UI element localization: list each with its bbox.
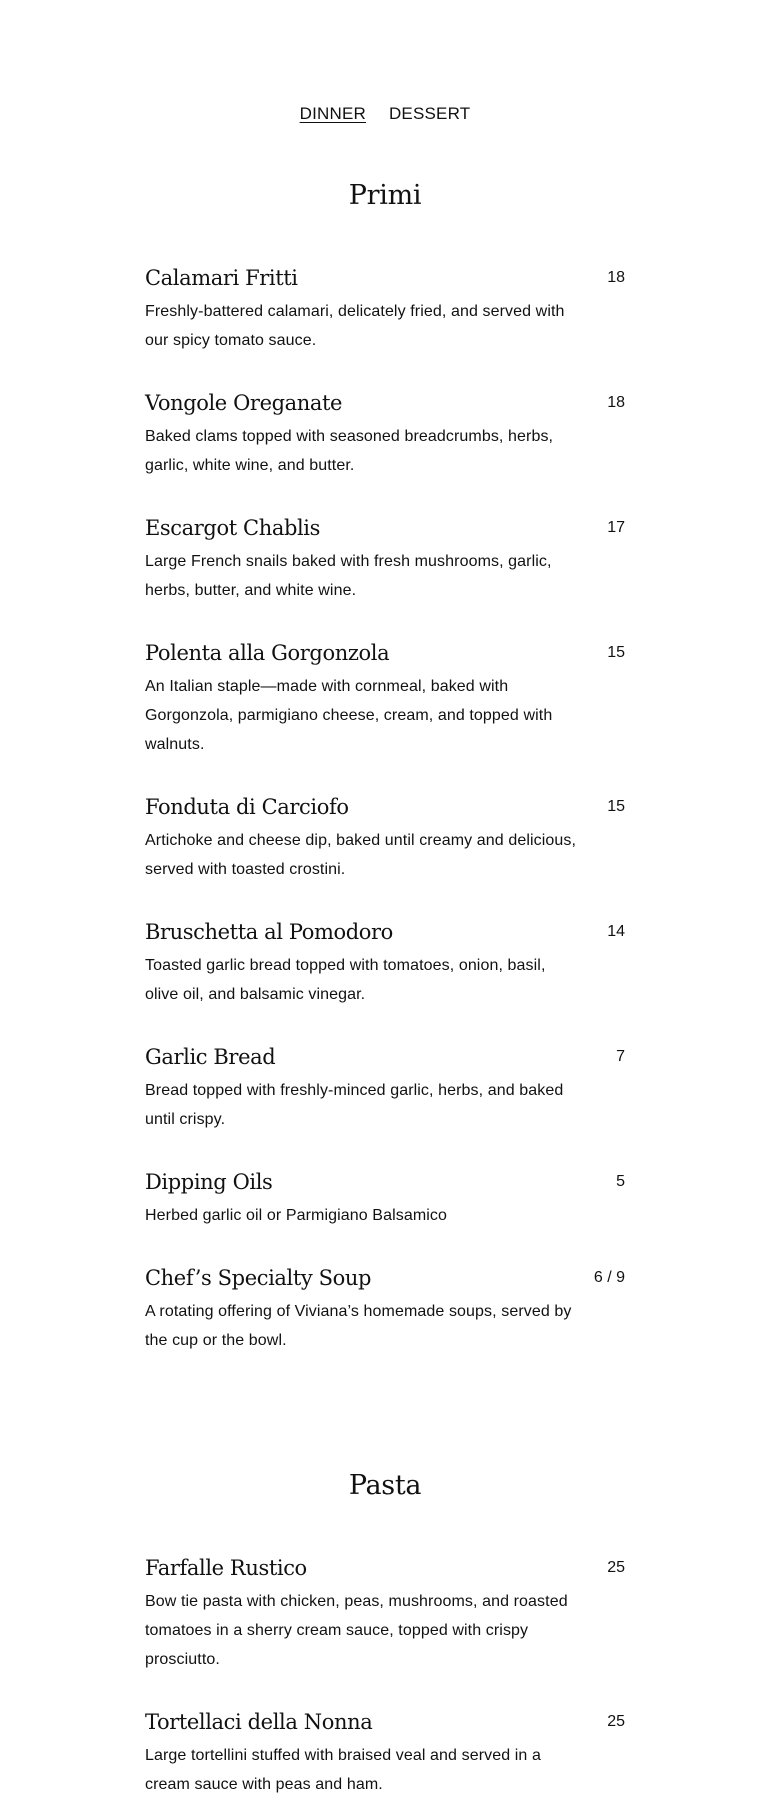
tab-dessert[interactable]: DESSERT: [388, 104, 471, 123]
item-price: 6 / 9: [593, 1269, 625, 1286]
item-price: 18: [607, 394, 625, 411]
item-price: 17: [607, 519, 625, 536]
item-description: Baked clams topped with seasoned breadcrumbs, herbs, garlic, white wine, and butter.: [145, 428, 554, 474]
menu-nav: [0, 104, 770, 124]
tab-dinner[interactable]: DINNER: [299, 104, 367, 123]
menu-item: [145, 917, 625, 1009]
item-name: Farfalle Rustico: [145, 1556, 307, 1580]
item-price: 5: [616, 1173, 625, 1190]
item-price: 25: [607, 1713, 625, 1730]
menu-item: [145, 513, 625, 605]
item-description: Herbed garlic oil or Parmigiano Balsamico: [145, 1207, 448, 1224]
item-price: 14: [607, 923, 625, 940]
item-name: Garlic Bread: [145, 1045, 276, 1069]
item-description: Toasted garlic bread topped with tomatoes, onion, basil, olive oil, and balsamic vinegar.: [145, 957, 546, 1003]
item-description: A rotating offering of Viviana’s homemade soups, served by the cup or the bowl.: [145, 1303, 572, 1349]
section-title-primi: Primi: [348, 180, 422, 211]
item-name: Chef’s Specialty Soup: [145, 1266, 372, 1290]
item-description: Large French snails baked with fresh mushrooms, garlic, herbs, butter, and white wine.: [145, 553, 552, 599]
menu-item: [145, 1263, 625, 1355]
menu-item: [145, 1707, 625, 1799]
menu-item: [145, 638, 625, 759]
section-title-pasta: Pasta: [348, 1470, 422, 1501]
menu-item: [145, 388, 625, 480]
item-description: Bow tie pasta with chicken, peas, mushrooms, and roasted tomatoes in a sherry cream sauce, topped with crispy prosciutto.: [145, 1593, 568, 1668]
item-description: Bread topped with freshly-minced garlic, herbs, and baked until crispy.: [145, 1082, 564, 1128]
item-name: Calamari Fritti: [145, 266, 298, 290]
menu-item: [145, 1553, 625, 1674]
item-name: Fonduta di Carciofo: [145, 795, 349, 819]
item-description: An Italian staple—made with cornmeal, baked with Gorgonzola, parmigiano cheese, cream, and topped with walnuts.: [145, 678, 553, 753]
item-name: Tortellaci della Nonna: [145, 1710, 373, 1734]
item-price: 18: [607, 269, 625, 286]
item-name: Polenta alla Gorgonzola: [145, 641, 390, 665]
menu-item: [145, 1167, 625, 1230]
item-price: 25: [607, 1559, 625, 1576]
item-name: Vongole Oreganate: [145, 391, 343, 415]
item-price: 15: [607, 644, 625, 661]
item-price: 15: [607, 798, 625, 815]
menu-item: [145, 792, 625, 884]
menu-item: [145, 263, 625, 355]
item-name: Escargot Chablis: [145, 516, 320, 540]
menu-item: [145, 1042, 625, 1134]
item-description: Large tortellini stuffed with braised veal and served in a cream sauce with peas and ham.: [145, 1747, 541, 1793]
item-name: Bruschetta al Pomodoro: [145, 920, 393, 944]
item-price: 7: [616, 1048, 625, 1065]
item-description: Freshly-battered calamari, delicately fried, and served with our spicy tomato sauce.: [145, 303, 565, 349]
item-name: Dipping Oils: [145, 1170, 273, 1194]
item-description: Artichoke and cheese dip, baked until creamy and delicious, served with toasted crostini.: [145, 832, 577, 878]
